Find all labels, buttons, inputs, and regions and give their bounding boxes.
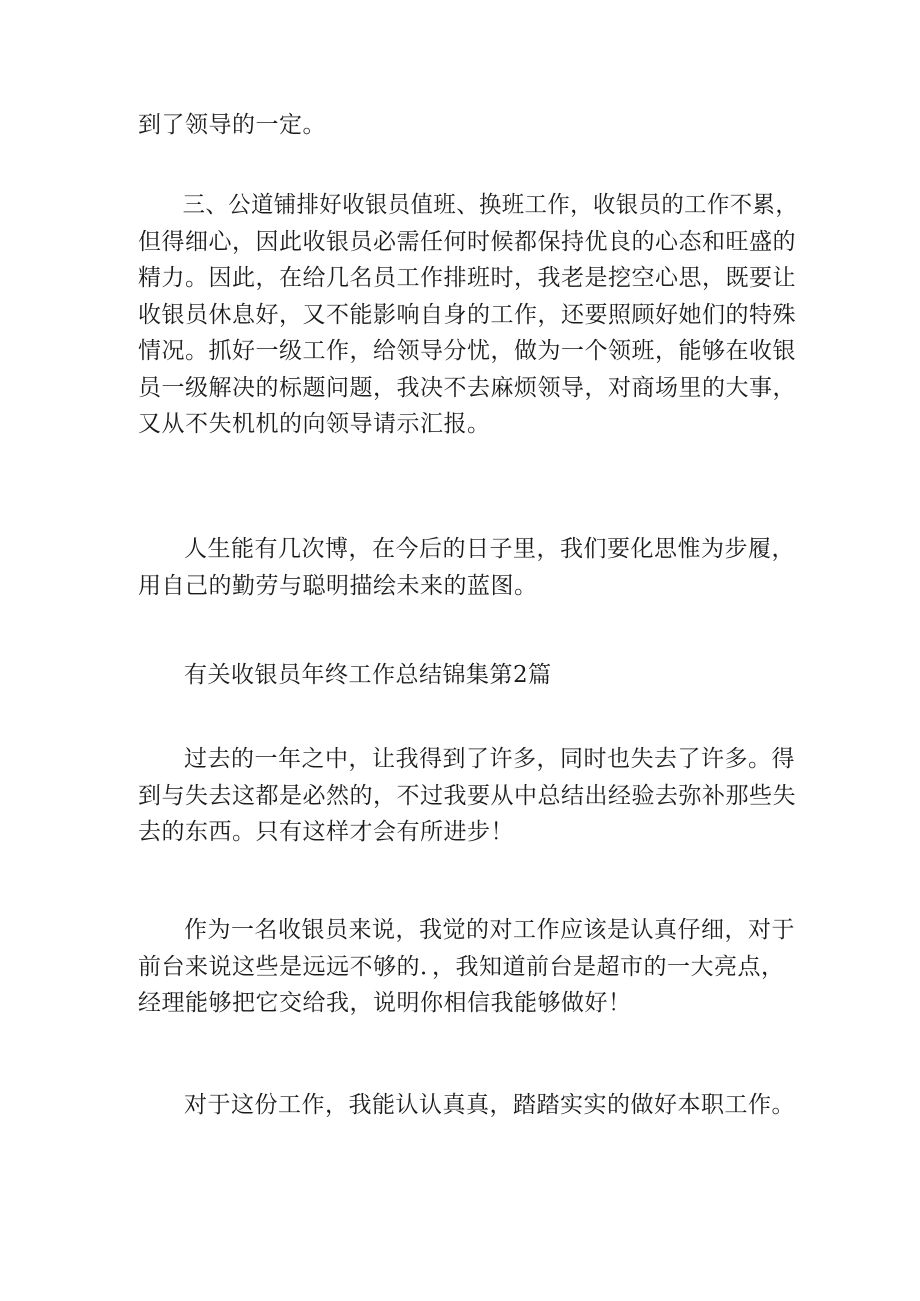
text-line: 用自己的勤劳与聪明描绘未来的蓝图。 [138,572,538,599]
text-line: 经理能够把它交给我，说明你相信我能够做好！ [138,990,632,1016]
text-line: 到了领导的一定。 [138,112,326,138]
text-line: 作为一名收银员来说，我觉的对工作应该是认真仔细，对于 [184,917,795,943]
text-line: 三、公道铺排好收银员值班、换班工作，收银员的工作不累， [182,192,799,218]
text-line: 员一级解决的标题问题，我决不去麻烦领导，对商场里的大事， [138,374,796,401]
text-line: 收银员休息好，又不能影响自身的工作，还要照顾好她们的特殊 [138,301,796,328]
section-heading: 有关收银员年终工作总结锦集第2篇 [184,662,552,688]
text-line: 精力。因此，在给几名员工作排班时，我老是挖空心思，既要让 [138,265,796,291]
text-line: 人生能有几次博，在今后的日子里，我们要化思惟为步履， [184,536,795,562]
text-line: 前台来说这些是远远不够的．，我知道前台是超市的一大亮点， [138,953,785,980]
text-line: 情况。抓好一级工作，给领导分忧，做为一个领班，能够在收银 [138,338,796,364]
paragraph-cashier-role [138,912,800,1022]
text-line: 对于这份工作，我能认认真真，踏踏实实的做好本职工作。 [184,1092,795,1118]
document-page [138,0,798,1301]
text-line: 又从不失机机的向领导请示汇报。 [138,411,491,437]
paragraph-continuation [138,107,800,144]
paragraph-life [138,531,800,604]
text-line: 但得细心，因此收银员必需任何时候都保持优良的心态和旺盛的 [138,228,796,255]
text-line: 过去的一年之中，让我得到了许多，同时也失去了许多。得 [184,746,795,772]
paragraph-attitude [138,1087,800,1124]
paragraph-past-year [138,741,800,851]
paragraph-scheduling [138,187,800,443]
text-line: 到与失去这都是必然的，不过我要从中总结出经验去弥补那些失 [138,782,796,809]
text-line: 去的东西。只有这样才会有所进步！ [138,819,514,845]
